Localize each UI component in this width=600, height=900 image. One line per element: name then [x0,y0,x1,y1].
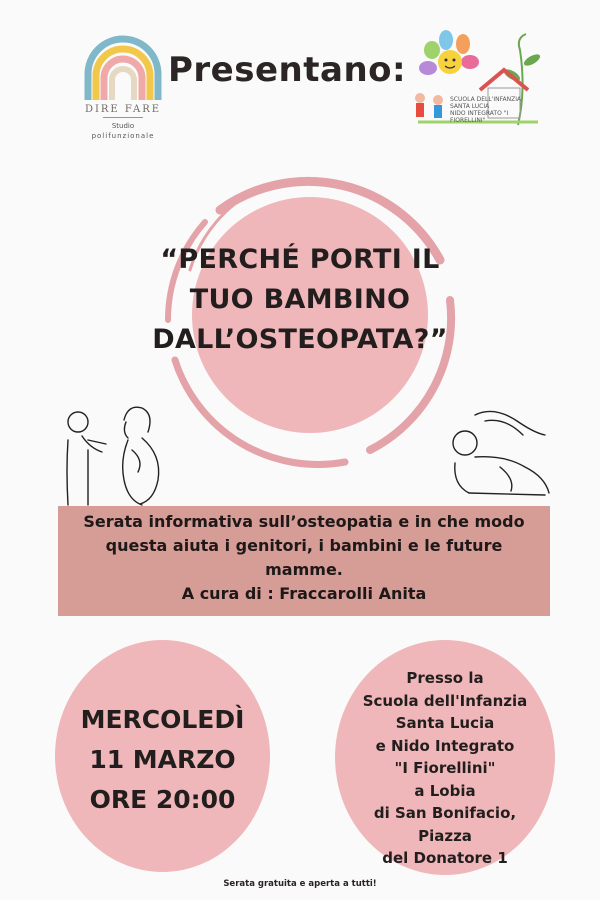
location-line: del Donatore 1 [382,849,508,867]
footer-note: Serata gratuita e aperta a tutti! [223,879,377,889]
location-line: Santa Lucia [395,714,495,732]
banner-line2: questa aiuta i genitori, i bambini e le future [105,536,503,555]
event-datetime [55,700,270,820]
location-line: a Lobia [414,781,476,800]
school-name-line2: NIDO INTEGRATO "I FIORELLINI" [450,110,509,124]
location-line: "I Fiorellini" [394,759,496,777]
event-title [140,240,460,360]
rainbow-icon [78,34,168,104]
logo-divider [103,117,143,118]
school-name-line1: SCUOLA DELL'INFANZIA SANTA LUCIA [450,96,522,110]
location-line: Presso la [406,669,484,687]
osteopath-pregnant-woman-icon [62,400,182,510]
school-logo [408,30,548,130]
info-banner-text [58,510,550,606]
event-day: MERCOLEDÌ [80,705,245,734]
presenting-heading: Presentano: [168,50,407,90]
logo-sub-line2: polifunzionale [91,132,155,140]
title-line3: DALL’OSTEOPATA?” [152,324,448,355]
event-time: ORE 20:00 [89,785,236,814]
banner-curator: A cura di : Fraccarolli Anita [181,584,427,603]
location-line: e Nido Integrato [375,736,515,755]
logo-sub-line1: Studio [111,122,135,130]
school-name [450,96,540,124]
location-line: di San Bonifacio, [373,804,517,822]
logo-brand: DIRE FARE [84,104,162,115]
baby-massage-icon [445,405,555,505]
title-line1: “PERCHÉ PORTI IL [160,244,440,275]
event-location [335,667,555,870]
location-line: Piazza [418,826,472,845]
dire-fare-logo [78,34,168,144]
banner-line3: mamme. [265,560,343,579]
location-line: Scuola dell'Infanzia [362,691,528,710]
event-date: 11 MARZO [89,745,236,774]
banner-line1: Serata informativa sull’osteopatia e in che modo [83,512,525,531]
title-line2: TUO BAMBINO [189,284,411,315]
